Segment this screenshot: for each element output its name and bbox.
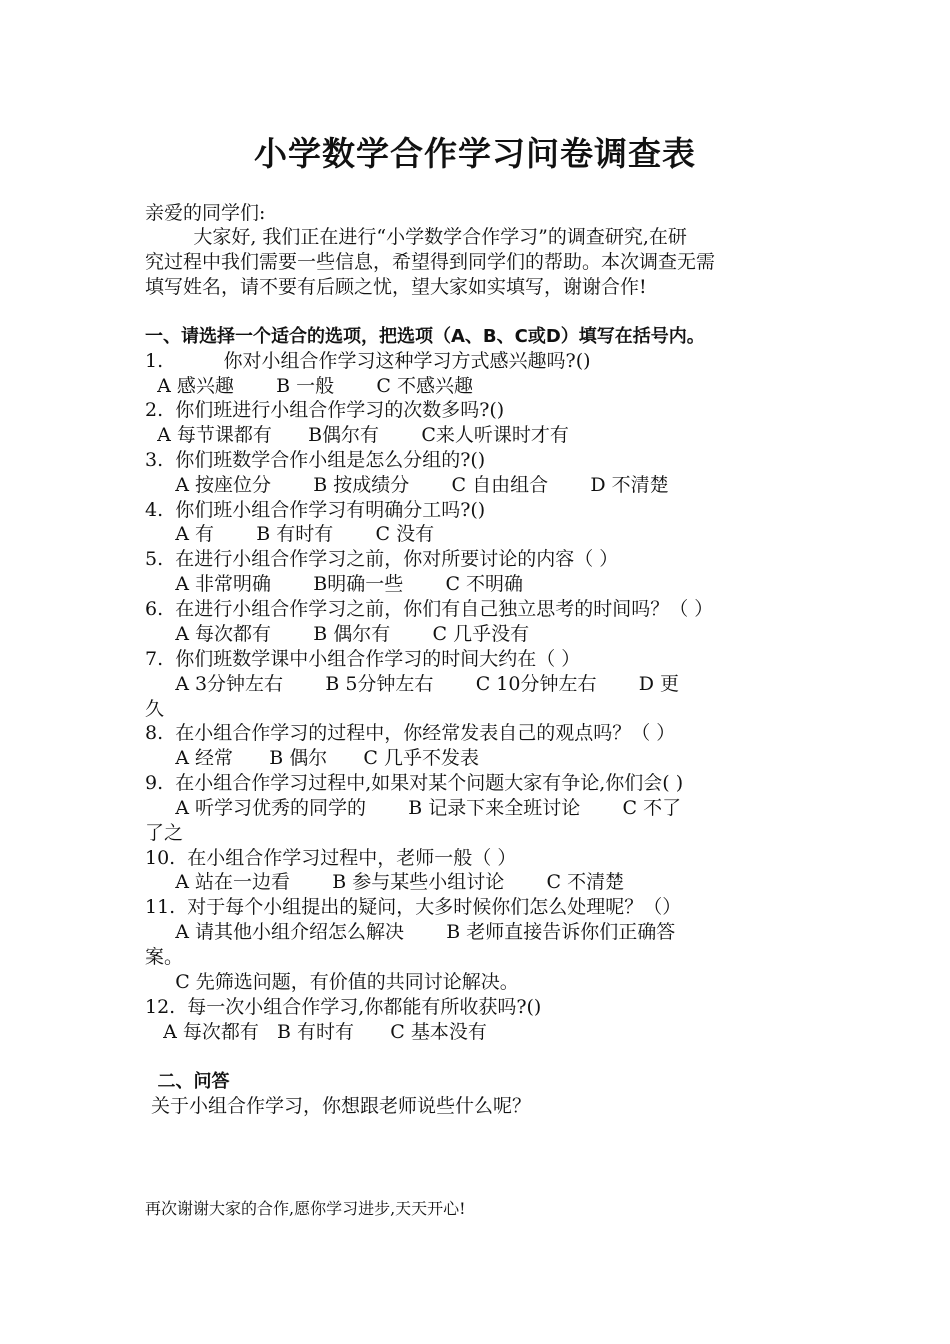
question-6: 6. 在进行小组合作学习之前，你们有自己独立思考的时间吗？（ ）: [145, 598, 714, 620]
question-6-options: A 每次都有 B 偶尔有 C 几乎没有: [145, 623, 530, 645]
question-11: 11. 对于每个小组提出的疑问，大多时候你们怎么处理呢？（）: [145, 896, 682, 918]
greeting: 亲爱的同学们:: [145, 202, 266, 224]
page-title: 小学数学合作学习问卷调查表: [254, 134, 696, 173]
closing-note: 再次谢谢大家的合作,愿你学习进步,天天开心!: [145, 1199, 466, 1218]
question-7: 7. 你们班数学课中小组合作学习的时间大约在（ ）: [145, 648, 581, 670]
question-5: 5. 在进行小组合作学习之前，你对所要讨论的内容（ ）: [145, 548, 619, 570]
question-2: 2. 你们班进行小组合作学习的次数多吗?(): [145, 399, 505, 421]
question-9-options: A 听学习优秀的同学的 B 记录下来全班讨论 C 不了: [145, 797, 682, 819]
question-1: 1. 你对小组合作学习这种学习方式感兴趣吗?(): [145, 350, 591, 372]
question-8: 8. 在小组合作学习的过程中，你经常发表自己的观点吗？（ ）: [145, 722, 676, 744]
question-11-options: C 先筛选问题，有价值的共同讨论解决。: [145, 971, 519, 993]
question-3-options: A 按座位分 B 按成绩分 C 自由组合 D 不清楚: [145, 474, 669, 496]
question-11-options: A 请其他小组介绍怎么解决 B 老师直接告诉你们正确答: [145, 921, 676, 943]
question-9-options: 了之: [145, 822, 184, 844]
question-11-options: 案。: [145, 946, 184, 968]
open-question: 关于小组合作学习，你想跟老师说些什么呢？: [145, 1095, 532, 1117]
question-7-options: A 3分钟左右 B 5分钟左右 C 10分钟左右 D 更: [145, 673, 679, 695]
intro-line: 大家好, 我们正在进行“小学数学合作学习”的调查研究,在研: [145, 226, 687, 248]
intro-line: 填写姓名，请不要有后顾之忧，望大家如实填写，谢谢合作!: [145, 276, 647, 298]
question-12: 12. 每一次小组合作学习,你都能有所收获吗?(): [145, 996, 542, 1018]
question-9: 9. 在小组合作学习过程中,如果对某个问题大家有争论,你们会( ): [145, 772, 684, 794]
intro-line: 究过程中我们需要一些信息，希望得到同学们的帮助。本次调查无需: [145, 251, 716, 273]
question-2-options: A 每节课都有 B偶尔有 C来人听课时才有: [145, 424, 569, 446]
question-4-options: A 有 B 有时有 C 没有: [145, 523, 435, 545]
question-4: 4. 你们班小组合作学习有明确分工吗?(): [145, 499, 486, 521]
question-1-options: A 感兴趣 B 一般 C 不感兴趣: [145, 375, 473, 397]
question-10: 10. 在小组合作学习过程中，老师一般（ ）: [145, 847, 517, 869]
question-12-options: A 每次都有 B 有时有 C 基本没有: [145, 1021, 487, 1043]
question-5-options: A 非常明确 B明确一些 C 不明确: [145, 573, 524, 595]
question-7-options: 久: [145, 698, 165, 720]
question-8-options: A 经常 B 偶尔 C 几乎不发表: [145, 747, 480, 769]
section-heading-choice: 一、请选择一个适合的选项，把选项（A、B、C或D）填写在括号内。: [145, 326, 705, 347]
question-10-options: A 站在一边看 B 参与某些小组讨论 C 不清楚: [145, 871, 625, 893]
section-heading-open: 二、问答: [145, 1071, 230, 1092]
question-3: 3. 你们班数学合作小组是怎么分组的?(): [145, 449, 486, 471]
